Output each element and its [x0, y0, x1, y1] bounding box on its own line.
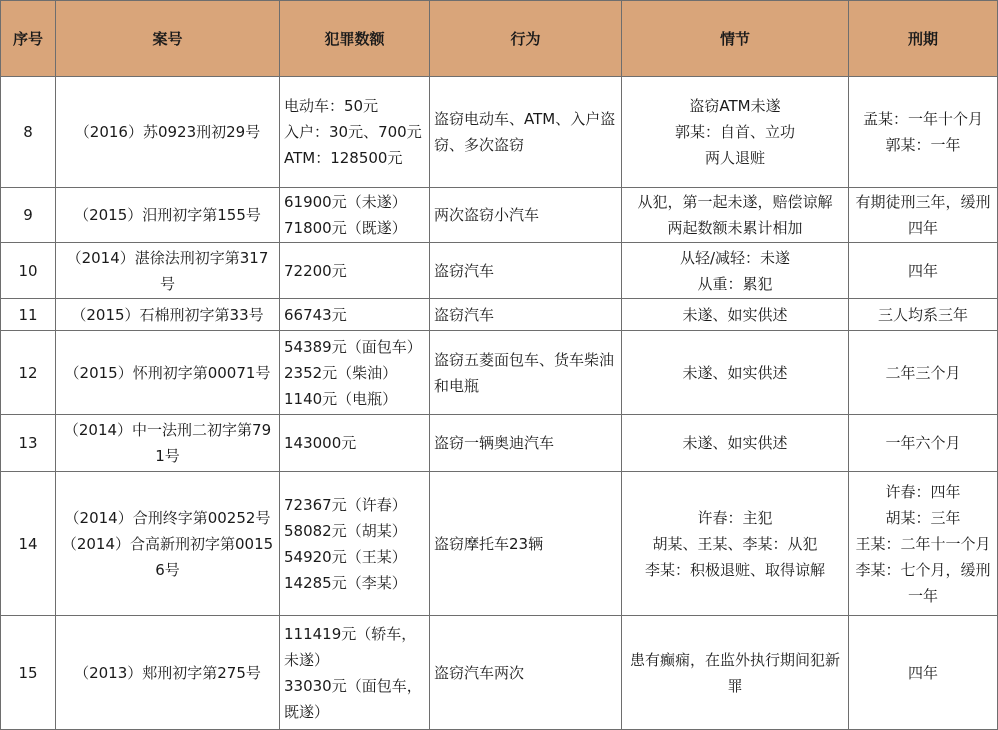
cell-plot: 从轻/减轻：未遂 从重：累犯 [622, 243, 849, 299]
table-row [1, 331, 998, 415]
cell-amount: 电动车：50元 入户：30元、700元 ATM：128500元 [280, 77, 430, 188]
cell-no: 15 [1, 616, 56, 730]
cell-no: 12 [1, 331, 56, 415]
table-row [1, 415, 998, 472]
cell-term: 三人均系三年 [849, 299, 998, 331]
header-term: 刑期 [849, 1, 998, 77]
cell-term: 许春：四年 胡某：三年 王某：二年十一个月 李某：七个月，缓刑一年 [849, 472, 998, 616]
cell-plot: 盗窃ATM未遂 郭某：自首、立功 两人退赃 [622, 77, 849, 188]
table-row [1, 243, 998, 299]
cell-case: （2015）石棉刑初字第33号 [56, 299, 280, 331]
cell-no: 13 [1, 415, 56, 472]
table-row [1, 77, 998, 188]
cell-amount: 61900元（未遂） 71800元（既遂） [280, 188, 430, 243]
cell-act: 盗窃汽车 [430, 243, 622, 299]
cell-no: 14 [1, 472, 56, 616]
cell-amount: 72200元 [280, 243, 430, 299]
cell-amount: 66743元 [280, 299, 430, 331]
cell-no: 11 [1, 299, 56, 331]
cell-amount: 54389元（面包车） 2352元（柴油） 1140元（电瓶） [280, 331, 430, 415]
cell-case: （2014）湛徐法刑初字第317号 [56, 243, 280, 299]
cell-term: 一年六个月 [849, 415, 998, 472]
cell-act: 盗窃电动车、ATM、入户盗窃、多次盗窃 [430, 77, 622, 188]
table-row [1, 188, 998, 243]
cell-amount: 111419元（轿车，未遂） 33030元（面包车，既遂） [280, 616, 430, 730]
cell-case: （2015）怀刑初字第00071号 [56, 331, 280, 415]
cell-amount: 143000元 [280, 415, 430, 472]
cell-act: 盗窃一辆奥迪汽车 [430, 415, 622, 472]
cell-act: 盗窃摩托车23辆 [430, 472, 622, 616]
cell-term: 二年三个月 [849, 331, 998, 415]
cell-act: 盗窃五菱面包车、货车柴油和电瓶 [430, 331, 622, 415]
header-case: 案号 [56, 1, 280, 77]
cell-plot: 从犯，第一起未遂，赔偿谅解 两起数额未累计相加 [622, 188, 849, 243]
cell-plot: 未遂、如实供述 [622, 331, 849, 415]
table-row [1, 472, 998, 616]
cell-case: （2014）中一法刑二初字第791号 [56, 415, 280, 472]
table-row [1, 616, 998, 730]
cell-case: （2016）苏0923刑初29号 [56, 77, 280, 188]
cell-plot: 未遂、如实供述 [622, 299, 849, 331]
cell-term: 有期徒刑三年，缓刑四年 [849, 188, 998, 243]
cell-term: 四年 [849, 616, 998, 730]
header-row [1, 1, 998, 77]
header-plot: 情节 [622, 1, 849, 77]
cell-term: 孟某：一年十个月 郭某：一年 [849, 77, 998, 188]
cell-case: （2013）郏刑初字第275号 [56, 616, 280, 730]
cell-amount: 72367元（许春） 58082元（胡某） 54920元（王某） 14285元（李某） [280, 472, 430, 616]
cell-act: 盗窃汽车两次 [430, 616, 622, 730]
cell-case: （2014）合刑终字第00252号 （2014）合高新刑初字第00156号 [56, 472, 280, 616]
cell-plot: 患有癫痫，在监外执行期间犯新罪 [622, 616, 849, 730]
header-amount: 犯罪数额 [280, 1, 430, 77]
cell-term: 四年 [849, 243, 998, 299]
cell-plot: 许春：主犯 胡某、王某、李某：从犯 李某：积极退赃、取得谅解 [622, 472, 849, 616]
cell-no: 9 [1, 188, 56, 243]
cell-act: 两次盗窃小汽车 [430, 188, 622, 243]
cell-no: 10 [1, 243, 56, 299]
cell-case: （2015）汨刑初字第155号 [56, 188, 280, 243]
header-no: 序号 [1, 1, 56, 77]
table-row [1, 299, 998, 331]
cell-act: 盗窃汽车 [430, 299, 622, 331]
cell-no: 8 [1, 77, 56, 188]
header-act: 行为 [430, 1, 622, 77]
cell-plot: 未遂、如实供述 [622, 415, 849, 472]
